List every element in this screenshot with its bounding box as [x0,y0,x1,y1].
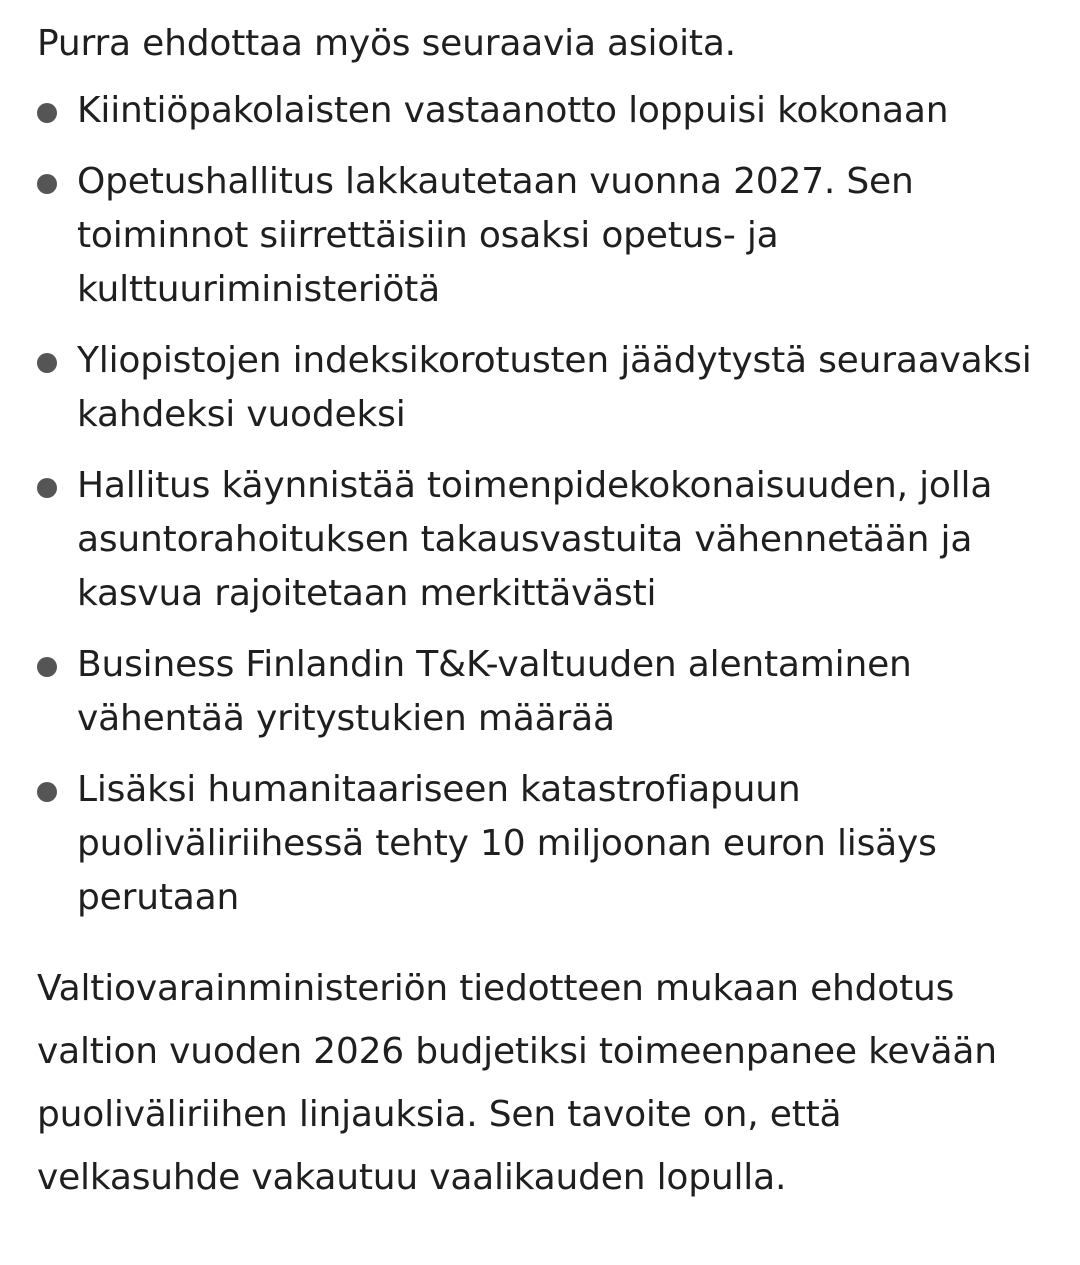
bullet-dot-icon [37,657,57,677]
bullet-dot-icon [37,478,57,498]
list-item [37,459,1050,621]
list-item-text: Hallitus käynnistää toimenpidekokonaisuuden, jolla asuntorahoituksen takausvastuita vähennetään ja kasvua rajoitetaan merkittävästi [77,465,993,614]
list-item-text: Kiintiöpakolaisten vastaanotto loppuisi kokonaan [77,90,949,131]
bullet-dot-icon [37,174,57,194]
bullet-dot-icon [37,353,57,373]
list-item [37,638,1050,746]
list-item [37,763,1050,925]
intro-text: Purra ehdottaa myös seuraavia asioita. [37,23,736,64]
body-paragraph: Valtiovarainministeriön tiedotteen mukaan ehdotus valtion vuoden 2026 budjetiksi toimeenpanee kevään puoliväliriihen linjauksia. Sen tavoite on, että velkasuhde vakautuu vaalikauden lopulla. [37,968,997,1198]
bullet-list [37,84,1050,925]
list-item [37,155,1050,317]
list-item-text: Lisäksi humanitaariseen katastrofiapuun puoliväliriihessä tehty 10 miljoonan euron lisäys perutaan [77,769,937,918]
list-item [37,334,1050,442]
list-item [37,84,1050,138]
bullet-dot-icon [37,782,57,802]
list-item-text: Business Finlandin T&K-valtuuden alentaminen vähentää yritystukien määrää [77,644,912,739]
list-item-text: Opetushallitus lakkautetaan vuonna 2027. Sen toiminnot siirrettäisiin osaksi opetus- ja kulttuuriministeriötä [77,161,914,310]
list-item-text: Yliopistojen indeksikorotusten jäädytystä seuraavaksi kahdeksi vuodeksi [77,340,1032,435]
bullet-dot-icon [37,103,57,123]
